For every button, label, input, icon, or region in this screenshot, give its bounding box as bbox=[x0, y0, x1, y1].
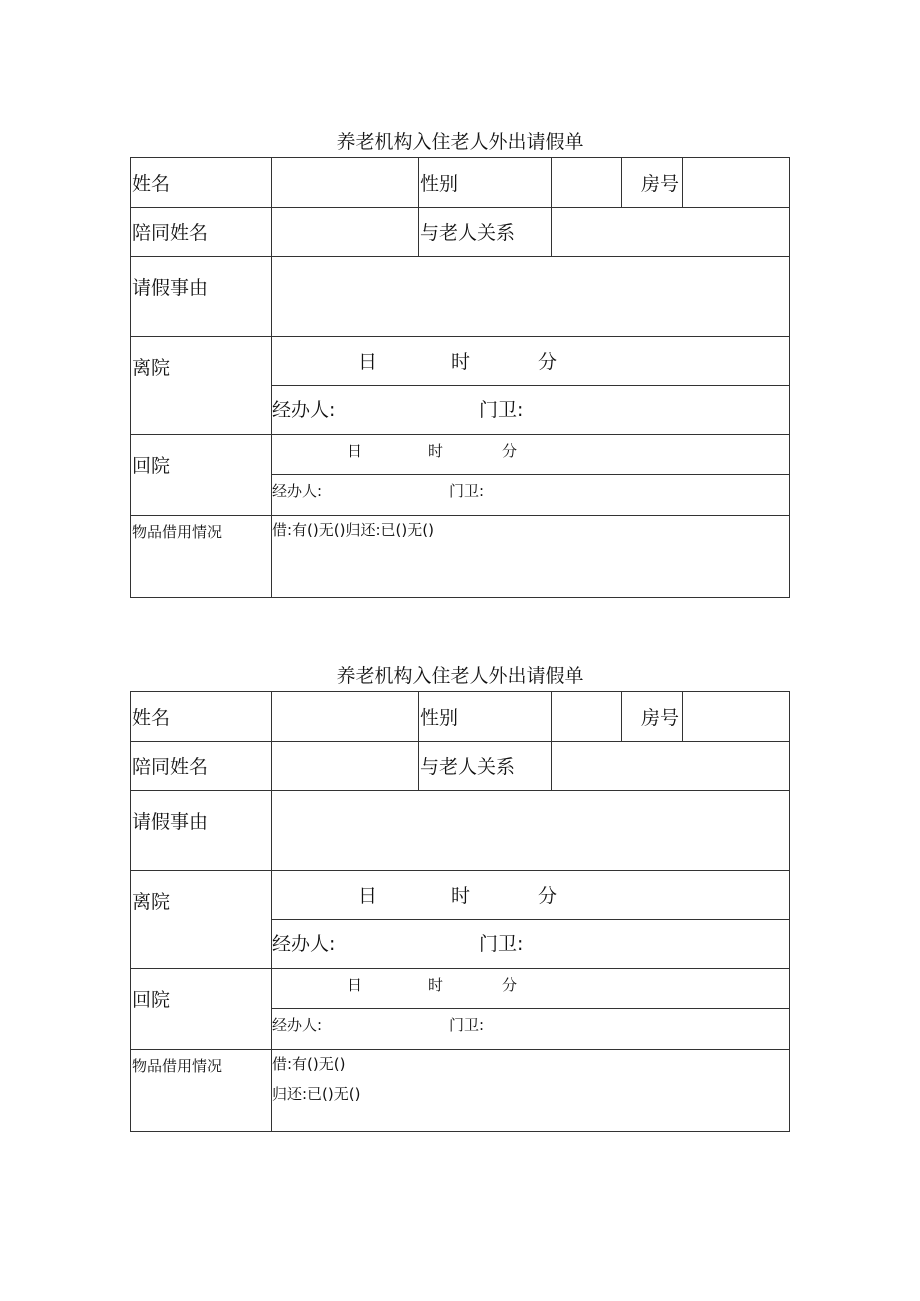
room-label: 房号 bbox=[641, 173, 680, 195]
return-guard-label: 门卫: bbox=[449, 1016, 485, 1034]
companion-label: 陪同姓名 bbox=[132, 222, 209, 244]
leave-hour: 时 bbox=[451, 885, 471, 907]
leave-hour: 时 bbox=[451, 351, 471, 373]
return-handler-label: 经办人: bbox=[272, 1016, 323, 1034]
items-label: 物品借用情况 bbox=[132, 523, 223, 541]
relation-field[interactable] bbox=[552, 742, 789, 790]
room-label: 房号 bbox=[641, 707, 680, 729]
return-minute: 分 bbox=[502, 442, 518, 460]
name-label: 姓名 bbox=[132, 173, 171, 195]
return-handler-label: 经办人: bbox=[272, 482, 323, 500]
room-field[interactable] bbox=[683, 692, 789, 741]
leave-day: 日 bbox=[358, 351, 378, 373]
leave-label: 离院 bbox=[132, 357, 171, 379]
leave-label: 离院 bbox=[132, 891, 171, 913]
leave-guard-label: 门卫: bbox=[479, 399, 524, 421]
return-hour: 时 bbox=[428, 976, 444, 994]
form-title: 养老机构入住老人外出请假单 bbox=[336, 665, 584, 687]
gender-label: 性别 bbox=[420, 707, 459, 729]
return-label: 回院 bbox=[132, 989, 171, 1011]
leave-day: 日 bbox=[358, 885, 378, 907]
items-label: 物品借用情况 bbox=[132, 1057, 223, 1075]
reason-label: 请假事由 bbox=[132, 811, 209, 833]
gender-field[interactable] bbox=[552, 692, 621, 741]
companion-label: 陪同姓名 bbox=[132, 756, 209, 778]
form-table bbox=[130, 691, 790, 1132]
name-field[interactable] bbox=[272, 158, 418, 207]
gender-field[interactable] bbox=[552, 158, 621, 207]
reason-field[interactable] bbox=[272, 791, 789, 870]
return-label: 回院 bbox=[132, 455, 171, 477]
reason-field[interactable] bbox=[272, 257, 789, 336]
room-field[interactable] bbox=[683, 158, 789, 207]
companion-field[interactable] bbox=[272, 742, 418, 790]
leave-minute: 分 bbox=[538, 351, 558, 373]
leave-handler-label: 经办人: bbox=[272, 933, 336, 955]
items-line-1: 借:有()无() bbox=[272, 1055, 346, 1073]
name-label: 姓名 bbox=[132, 707, 171, 729]
return-hour: 时 bbox=[428, 442, 444, 460]
leave-minute: 分 bbox=[538, 885, 558, 907]
return-day: 日 bbox=[347, 976, 363, 994]
return-day: 日 bbox=[347, 442, 363, 460]
return-minute: 分 bbox=[502, 976, 518, 994]
items-line-1: 借:有()无()归还:已()无() bbox=[272, 521, 434, 539]
relation-field[interactable] bbox=[552, 208, 789, 256]
companion-field[interactable] bbox=[272, 208, 418, 256]
return-guard-label: 门卫: bbox=[449, 482, 485, 500]
relation-label: 与老人关系 bbox=[420, 222, 516, 244]
reason-label: 请假事由 bbox=[132, 277, 209, 299]
items-line-2: 归还:已()无() bbox=[272, 1085, 361, 1103]
relation-label: 与老人关系 bbox=[420, 756, 516, 778]
form-title: 养老机构入住老人外出请假单 bbox=[336, 131, 584, 153]
leave-guard-label: 门卫: bbox=[479, 933, 524, 955]
gender-label: 性别 bbox=[420, 173, 459, 195]
form-table bbox=[130, 157, 790, 598]
leave-handler-label: 经办人: bbox=[272, 399, 336, 421]
name-field[interactable] bbox=[272, 692, 418, 741]
